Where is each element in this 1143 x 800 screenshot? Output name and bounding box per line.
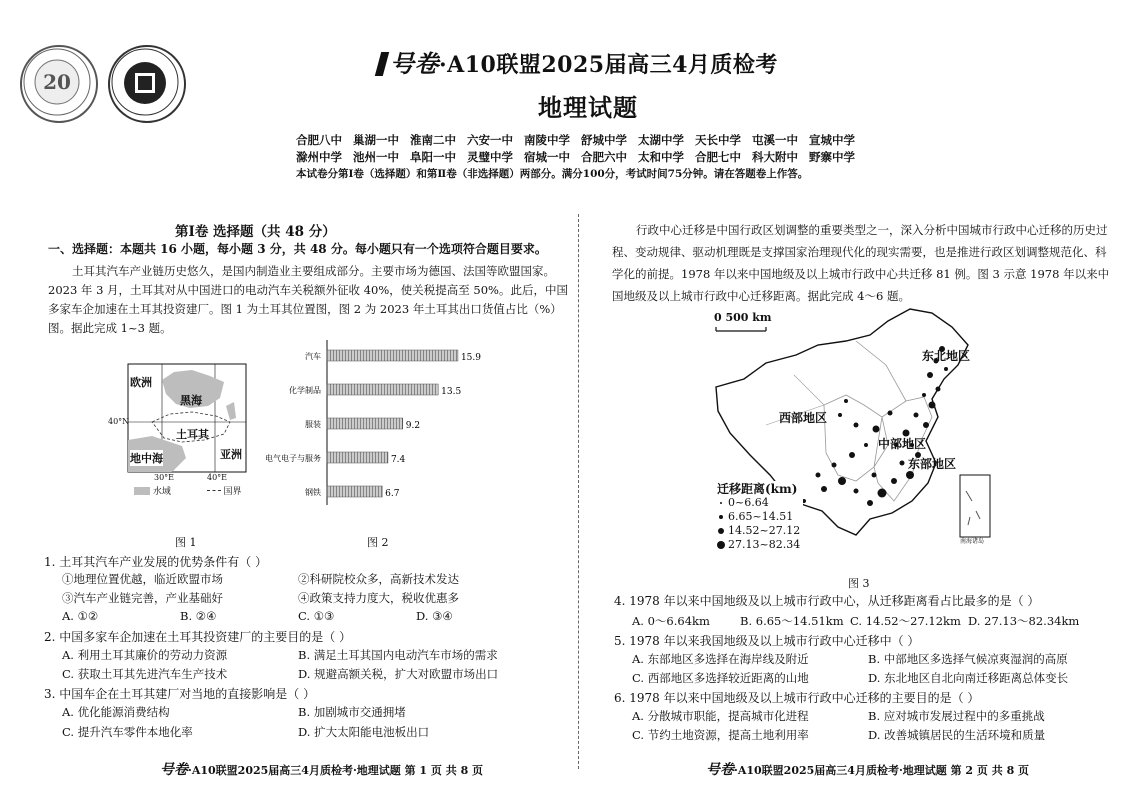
- region-label-central: 中部地区: [878, 437, 927, 451]
- exam-note: 本试卷分第Ⅰ卷（选择题）和第Ⅱ卷（非选择题）两部分。满分100分，考试时间75分钟。请在答题卷上作答。: [296, 168, 809, 180]
- legend-item-1: 0~6.64: [728, 496, 769, 509]
- q3-choice-c[interactable]: C. 提升汽车零件本地化率: [62, 725, 193, 739]
- q1-choice-b[interactable]: B. ②④: [180, 609, 217, 623]
- brand-mark-icon: [375, 52, 389, 76]
- q1-item-2: ②科研院校众多，高新技术发达: [298, 572, 459, 586]
- school-name: 宿城一中: [524, 150, 570, 164]
- exam-title: [378, 44, 778, 79]
- school-name: 太和中学: [638, 150, 684, 164]
- school-name: 科大附中: [752, 150, 798, 164]
- chart-category-label: 化学制品: [289, 386, 321, 395]
- school-name: 巢湖一中: [353, 133, 399, 147]
- map-label-mediterranean: 地中海: [130, 452, 163, 465]
- q2-choice-b[interactable]: B. 满足土耳其国内电动汽车市场的需求: [298, 648, 498, 662]
- map-lat-label: 40°N: [108, 417, 130, 426]
- chart-value-label: 9.2: [405, 421, 421, 431]
- map-lon-label-40: 40°E: [207, 473, 228, 482]
- legend-dot-1: [720, 502, 722, 504]
- legend-dot-3: [718, 528, 724, 534]
- q4-choice-a[interactable]: A. 0～6.64km: [632, 614, 710, 628]
- q5-choice-c[interactable]: C. 西部地区多选择较近距离的山地: [632, 671, 809, 685]
- instruction: 一、选择题：本题共 16 小题，每小题 3 分，共 48 分。每小题只有一个选项符合题目要求。: [48, 242, 547, 256]
- q5-choice-d[interactable]: D. 东北地区自北向南迁移距离总体变长: [868, 671, 1069, 685]
- map-legend: [714, 481, 803, 553]
- section-title: 第Ⅰ卷 选择题（共 48 分）: [175, 224, 336, 240]
- school-list-row-2: [296, 149, 866, 165]
- border-legend-line: [207, 490, 221, 491]
- q1-choice-d[interactable]: D. ③④: [416, 609, 453, 623]
- school-name: 屯溪一中: [752, 133, 798, 147]
- question-6-stem: 6. 1978 年以来中国地级及以上城市行政中心迁移的主要目的是（ ）: [614, 691, 980, 705]
- legend-title: 迁移距离(km): [717, 482, 798, 496]
- q1-choice-a[interactable]: A. ①②: [62, 609, 99, 623]
- q1-item-3: ③汽车产业链完善，产业基础好: [62, 591, 223, 605]
- school-name: 滁州中学: [296, 150, 342, 164]
- school-name: 天长中学: [695, 133, 741, 147]
- passage-2: 行政中心迁移是中国行政区划调整的重要类型之一，深入分析中国城市行政中心迁移的历史过程、变动规律、驱动机理既是支撑国家治理现代化的现实需要，也是推进行政区划调整规范化、科学化的前提。1978 年以来中国地级及以上城市行政中心共迁移 81 例。图 3 示意 1978 年以来中国地级及以上城市行政中心迁移距离。据此完成 4～6 题。: [612, 223, 1110, 303]
- brand-name: 号卷: [390, 49, 439, 78]
- q3-choice-b[interactable]: B. 加剧城市交通拥堵: [298, 705, 406, 719]
- exam-title-text: ·A10联盟2025届高三4月质检考: [439, 52, 778, 78]
- figure-1-caption: 图 1: [175, 536, 197, 549]
- footer-text: ·A10联盟2025届高三4月质检考·地理试题 第 1 页 共 8 页: [188, 764, 484, 777]
- turkey-location-map: [108, 362, 252, 487]
- q1-item-1: ①地理位置优越，临近欧盟市场: [62, 572, 223, 586]
- chart-bar: [327, 486, 382, 497]
- legend-dot-4: [717, 541, 725, 549]
- wanzhi-logo: [108, 45, 186, 123]
- map-label-turkey: 土耳其: [176, 428, 209, 441]
- q1-item-4: ④政策支持力度大，税收优惠多: [298, 591, 459, 605]
- figure-2-caption: 图 2: [367, 536, 389, 549]
- chart-value-label: 15.9: [460, 353, 481, 363]
- svg-text:20: 20: [43, 70, 71, 94]
- passage-1: 土耳其汽车产业链历史悠久，是国内制造业主要组成部分。主要市场为德国、法国等欧盟国家。2023 年 3 月，土耳其对从中国进口的电动汽车关税额外征收 40%，使关税提高至 50%。此后，中国多家车企加速在土耳其投资建厂。图 1 为土耳其位置图，图 2 为 2023 年土耳其出口货值占比（%）图。据此完成 1~3 题。: [48, 264, 568, 335]
- region-label-northeast: 东北地区: [922, 349, 971, 363]
- chart-value-label: 13.5: [441, 387, 462, 397]
- legend-item-4: 27.13~82.34: [728, 538, 801, 551]
- question-5-stem: 5. 1978 年以来我国地级及以上城市行政中心迁移中（ ）: [614, 634, 920, 648]
- map-label-black-sea: 黑海: [180, 394, 202, 407]
- q5-choice-a[interactable]: A. 东部地区多选择在海岸线及附近: [632, 652, 809, 666]
- q5-choice-b[interactable]: B. 中部地区多选择气候凉爽湿润的高原: [868, 652, 1068, 666]
- q6-choice-b[interactable]: B. 应对城市发展过程中的多重挑战: [868, 709, 1045, 723]
- school-name: 合肥七中: [695, 150, 741, 164]
- export-share-chart-svg: [255, 340, 485, 510]
- legend-dot-2: [719, 515, 723, 519]
- q1-choice-c[interactable]: C. ①③: [298, 609, 335, 623]
- school-name: 灵璧中学: [467, 150, 513, 164]
- legend-item-3: 14.52~27.12: [728, 524, 801, 537]
- chart-bar: [327, 384, 438, 395]
- school-name: 淮南二中: [410, 133, 456, 147]
- q2-choice-a[interactable]: A. 利用土耳其廉价的劳动力资源: [62, 648, 228, 662]
- school-name: 太湖中学: [638, 133, 684, 147]
- water-legend-swatch: [134, 487, 150, 495]
- chart-category-label: 电气电子与服务: [265, 454, 321, 463]
- map1-legend: [134, 484, 242, 497]
- school-name: 六安一中: [467, 133, 513, 147]
- school-name: 合肥八中: [296, 133, 342, 147]
- legend-item-2: 6.65~14.51: [728, 510, 794, 523]
- q4-choice-c[interactable]: C. 14.52～27.12km: [850, 614, 961, 628]
- q6-choice-c[interactable]: C. 节约土地资源，提高土地利用率: [632, 728, 809, 742]
- map-lon-label-30: 30°E: [154, 473, 175, 482]
- school-name: 宣城中学: [809, 133, 855, 147]
- school-name: 南陵中学: [524, 133, 570, 147]
- q6-choice-d[interactable]: D. 改善城镇居民的生活环境和质量: [868, 728, 1046, 742]
- footer-brand: 号卷: [160, 762, 188, 778]
- region-label-east: 东部地区: [908, 457, 957, 471]
- chart-bar: [327, 350, 458, 361]
- chart-category-label: 汽车: [305, 352, 321, 361]
- q2-choice-c[interactable]: C. 获取土耳其先进汽车生产技术: [62, 667, 228, 681]
- question-4-stem: 4. 1978 年以来中国地级及以上城市行政中心，从迁移距离看占比最多的是（ ）: [614, 594, 1040, 608]
- map-label-asia: 亚洲: [220, 448, 242, 461]
- footer-brand: 号卷: [706, 762, 734, 778]
- border-legend-label: 国界: [223, 487, 242, 497]
- q4-choice-d[interactable]: D. 27.13～82.34km: [968, 614, 1080, 628]
- school-name: 池州一中: [353, 150, 399, 164]
- china-relocation-map: [706, 305, 996, 575]
- chart-value-label: 6.7: [385, 489, 400, 499]
- school-name: 阜阳一中: [410, 150, 456, 164]
- figure-3-caption: 图 3: [848, 577, 870, 590]
- q6-choice-a[interactable]: A. 分散城市职能，提高城市化进程: [632, 709, 809, 723]
- q2-choice-d[interactable]: D. 规避高额关税，扩大对欧盟市场出口: [298, 667, 499, 681]
- school-name: 野寨中学: [809, 150, 855, 164]
- question-2-stem: 2. 中国多家车企加速在土耳其投资建厂的主要目的是（ ）: [44, 630, 352, 644]
- chart-category-label: 服装: [305, 420, 321, 429]
- inset-label: 南海诸岛: [960, 538, 985, 545]
- chart-bar: [327, 452, 388, 463]
- page-2-footer: [706, 759, 1029, 779]
- map-scale-label: 0 500 km: [714, 311, 772, 324]
- chart-bar: [327, 418, 403, 429]
- q3-choice-d[interactable]: D. 扩大太阳能电池板出口: [298, 725, 430, 739]
- water-legend-label: 水域: [152, 487, 171, 497]
- school-name: 舒城中学: [581, 133, 627, 147]
- chart-value-label: 7.4: [390, 455, 406, 465]
- subject-title: 地理试题: [538, 93, 638, 122]
- school-list-row-1: [296, 132, 866, 148]
- q3-choice-a[interactable]: A. 优化能源消费结构: [62, 705, 170, 719]
- question-3-stem: 3. 中国车企在土耳其建厂对当地的直接影响是（ ）: [44, 687, 316, 701]
- column-divider: [578, 214, 580, 769]
- export-share-chart: [255, 340, 485, 510]
- school-name: 合肥六中: [581, 150, 627, 164]
- q4-choice-b[interactable]: B. 6.65～14.51km: [740, 614, 844, 628]
- league-logo: [20, 45, 98, 123]
- question-1-stem: 1. 土耳其汽车产业发展的优势条件有（ ）: [44, 555, 268, 569]
- region-label-west: 西部地区: [779, 411, 828, 425]
- page-1-footer: [160, 759, 483, 779]
- footer-text: ·A10联盟2025届高三4月质检考·地理试题 第 2 页 共 8 页: [734, 764, 1030, 777]
- map-label-europe: 欧洲: [130, 376, 152, 389]
- chart-category-label: 钢铁: [305, 488, 321, 497]
